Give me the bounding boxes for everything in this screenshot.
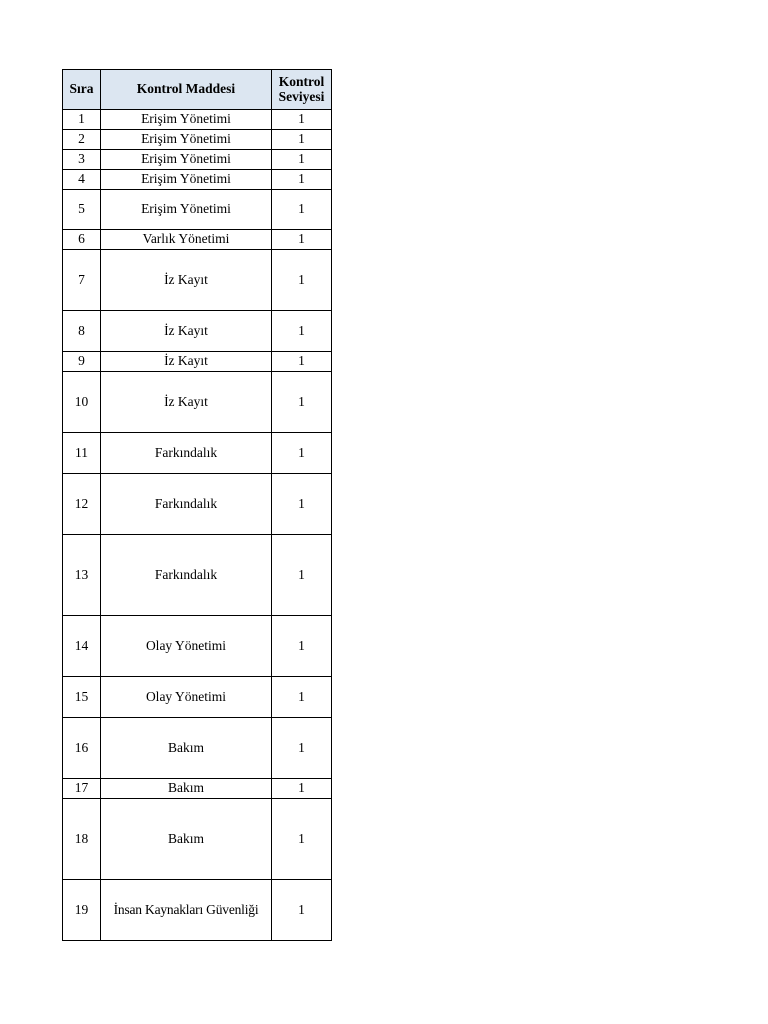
- table-row: [63, 718, 332, 779]
- header-sira: Sıra: [63, 70, 101, 110]
- table-row: [63, 250, 332, 311]
- row-control-level: 1: [272, 250, 332, 311]
- row-number: 16: [63, 718, 101, 779]
- row-number: 4: [63, 170, 101, 190]
- table-row: [63, 779, 332, 799]
- row-control-item: İz Kayıt: [101, 250, 272, 311]
- row-control-level: 1: [272, 190, 332, 230]
- table-row: [63, 372, 332, 433]
- row-number: 14: [63, 616, 101, 677]
- row-control-item: Farkındalık: [101, 474, 272, 535]
- row-control-level: 1: [272, 433, 332, 474]
- row-control-item: Bakım: [101, 718, 272, 779]
- row-control-level: 1: [272, 311, 332, 352]
- row-control-level: 1: [272, 616, 332, 677]
- row-number: 15: [63, 677, 101, 718]
- row-control-item: Erişim Yönetimi: [101, 110, 272, 130]
- row-control-level: 1: [272, 230, 332, 250]
- row-control-item: Erişim Yönetimi: [101, 190, 272, 230]
- table-row: [63, 130, 332, 150]
- row-control-item: Bakım: [101, 799, 272, 880]
- row-control-item: Olay Yönetimi: [101, 616, 272, 677]
- table-row: [63, 170, 332, 190]
- row-number: 11: [63, 433, 101, 474]
- row-number: 9: [63, 352, 101, 372]
- row-number: 19: [63, 880, 101, 941]
- control-items-table: [62, 69, 332, 941]
- row-number: 18: [63, 799, 101, 880]
- row-number: 5: [63, 190, 101, 230]
- table-row: [63, 677, 332, 718]
- table-row: [63, 535, 332, 616]
- row-control-item: İz Kayıt: [101, 311, 272, 352]
- row-control-level: 1: [272, 799, 332, 880]
- row-number: 2: [63, 130, 101, 150]
- row-control-item: İnsan Kaynakları Güvenliği: [101, 880, 272, 941]
- row-control-level: 1: [272, 150, 332, 170]
- table-row: [63, 230, 332, 250]
- row-control-level: 1: [272, 170, 332, 190]
- table-row: [63, 352, 332, 372]
- row-control-item: Farkındalık: [101, 535, 272, 616]
- row-control-item: Erişim Yönetimi: [101, 170, 272, 190]
- row-control-level: 1: [272, 718, 332, 779]
- row-control-level: 1: [272, 677, 332, 718]
- row-control-item: Varlık Yönetimi: [101, 230, 272, 250]
- row-control-level: 1: [272, 352, 332, 372]
- row-control-level: 1: [272, 372, 332, 433]
- header-kontrol-seviyesi: Kontrol Seviyesi: [272, 70, 332, 110]
- table-row: [63, 616, 332, 677]
- row-number: 8: [63, 311, 101, 352]
- table-row: [63, 474, 332, 535]
- row-control-item: İz Kayıt: [101, 372, 272, 433]
- header-kontrol-maddesi: Kontrol Maddesi: [101, 70, 272, 110]
- table-row: [63, 110, 332, 130]
- row-number: 3: [63, 150, 101, 170]
- row-control-item: Erişim Yönetimi: [101, 130, 272, 150]
- row-number: 1: [63, 110, 101, 130]
- row-control-item: Olay Yönetimi: [101, 677, 272, 718]
- row-control-level: 1: [272, 880, 332, 941]
- row-control-level: 1: [272, 130, 332, 150]
- row-number: 17: [63, 779, 101, 799]
- row-control-level: 1: [272, 535, 332, 616]
- row-number: 7: [63, 250, 101, 311]
- row-number: 12: [63, 474, 101, 535]
- table-row: [63, 880, 332, 941]
- row-number: 6: [63, 230, 101, 250]
- table-row: [63, 799, 332, 880]
- row-control-item: İz Kayıt: [101, 352, 272, 372]
- row-control-level: 1: [272, 110, 332, 130]
- row-number: 13: [63, 535, 101, 616]
- row-control-item: Erişim Yönetimi: [101, 150, 272, 170]
- row-control-item: Bakım: [101, 779, 272, 799]
- row-number: 10: [63, 372, 101, 433]
- row-control-level: 1: [272, 779, 332, 799]
- table-row: [63, 190, 332, 230]
- row-control-item: Farkındalık: [101, 433, 272, 474]
- row-control-level: 1: [272, 474, 332, 535]
- table-row: [63, 311, 332, 352]
- table-row: [63, 433, 332, 474]
- table-row: [63, 150, 332, 170]
- table-header-row: [63, 70, 332, 110]
